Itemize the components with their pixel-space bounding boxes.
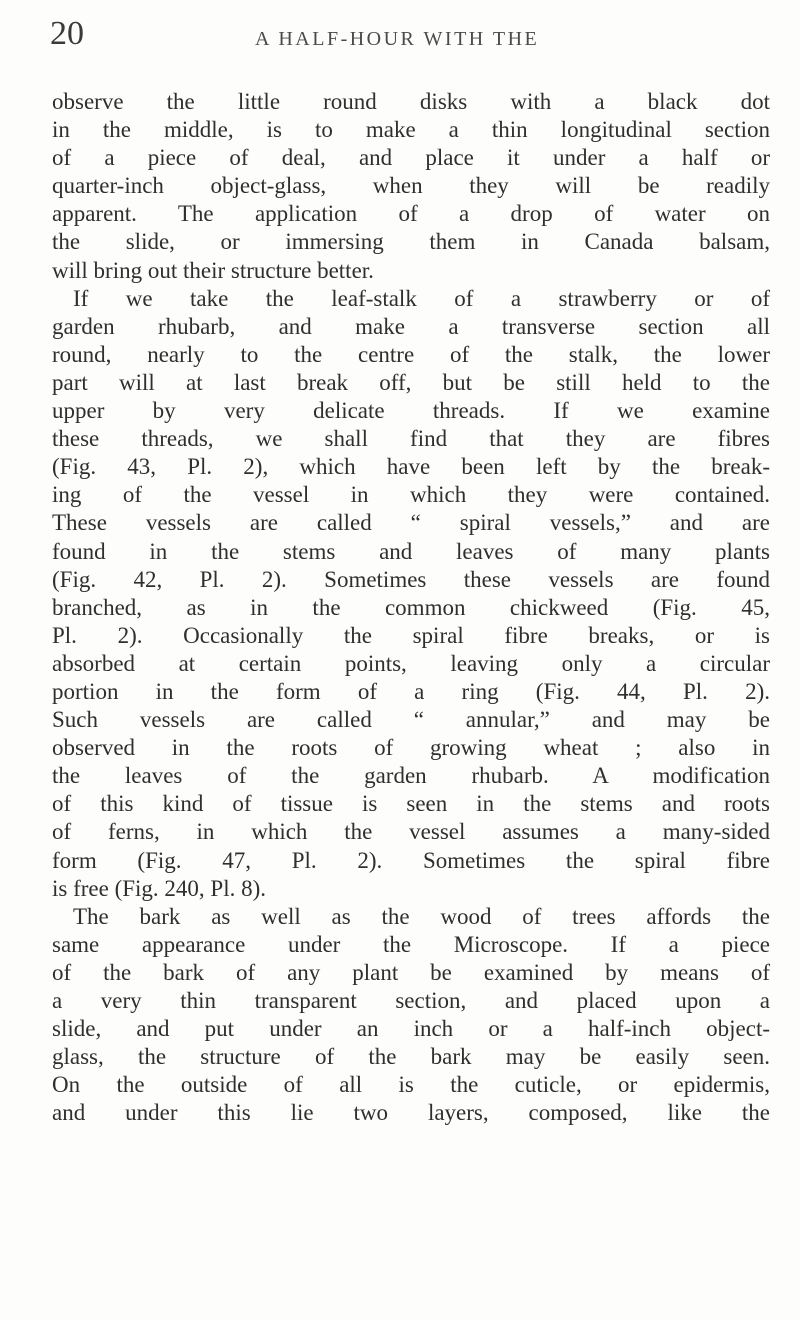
text-line: part will at last break off, but be still held to the <box>52 369 770 395</box>
text-line: a very thin transparent section, and placed upon a <box>52 988 770 1013</box>
text-line: of ferns, in which the vessel assumes a many-sided <box>52 819 770 845</box>
text-line: and under this lie two layers, composed, like the <box>52 1100 770 1126</box>
text-line: garden rhubarb, and make a transverse section all <box>52 313 770 339</box>
text-line: If we take the leaf-stalk of a strawberry or of <box>73 285 770 311</box>
text-line: in the middle, is to make a thin longitudinal section <box>52 117 770 143</box>
page-number: 20 <box>50 15 84 52</box>
text-line: of the bark of any plant be examined by means of <box>52 959 770 985</box>
text-line: The bark as well as the wood of trees affords the <box>73 903 770 929</box>
text-line: of this kind of tissue is seen in the stems and roots <box>52 791 770 817</box>
text-line: Pl. 2). Occasionally the spiral fibre breaks, or is <box>52 622 770 648</box>
body-text <box>52 88 770 1127</box>
text-line: portion in the form of a ring (Fig. 44, Pl. 2). <box>52 678 770 704</box>
text-line: round, nearly to the centre of the stalk, the lower <box>52 341 770 367</box>
text-line: same appearance under the Microscope. If a piece <box>52 931 770 957</box>
text-line: On the outside of all is the cuticle, or epidermis, <box>52 1072 770 1098</box>
text-line: observe the little round disks with a black dot <box>52 89 770 114</box>
text-line: apparent. The application of a drop of water on <box>52 201 770 227</box>
text-line: upper by very delicate threads. If we examine <box>52 398 770 424</box>
text-line: branched, as in the common chickweed (Fig. 45, <box>52 594 770 620</box>
text-line: glass, the structure of the bark may be easily seen. <box>52 1044 770 1070</box>
text-line: of a piece of deal, and place it under a half or <box>52 145 770 171</box>
text-line: (Fig. 43, Pl. 2), which have been left by the break- <box>52 454 770 480</box>
text-line: absorbed at certain points, leaving only a circular <box>52 650 770 676</box>
text-line: These vessels are called “ spiral vessels,” and are <box>52 510 770 536</box>
text-line: the slide, or immersing them in Canada balsam, <box>52 229 770 255</box>
text-line: form (Fig. 47, Pl. 2). Sometimes the spiral fibre <box>52 847 770 873</box>
text-line: found in the stems and leaves of many plants <box>52 538 770 564</box>
text-line: these threads, we shall find that they are fibres <box>52 426 770 452</box>
text-line: ing of the vessel in which they were contained. <box>52 482 770 508</box>
text-line: (Fig. 42, Pl. 2). Sometimes these vessels are found <box>52 566 770 592</box>
running-title: A HALF-HOUR WITH THE <box>255 28 540 50</box>
text-line: slide, and put under an inch or a half-inch object- <box>52 1016 770 1042</box>
text-line: observed in the roots of growing wheat ; also in <box>52 735 770 761</box>
text-line: the leaves of the garden rhubarb. A modification <box>52 763 770 789</box>
text-line: quarter-inch object-glass, when they will be readily <box>52 173 770 199</box>
text-line: will bring out their structure better. <box>52 257 374 283</box>
text-line: Such vessels are called “ annular,” and may be <box>52 707 770 733</box>
text-line: is free (Fig. 240, Pl. 8). <box>52 875 267 901</box>
